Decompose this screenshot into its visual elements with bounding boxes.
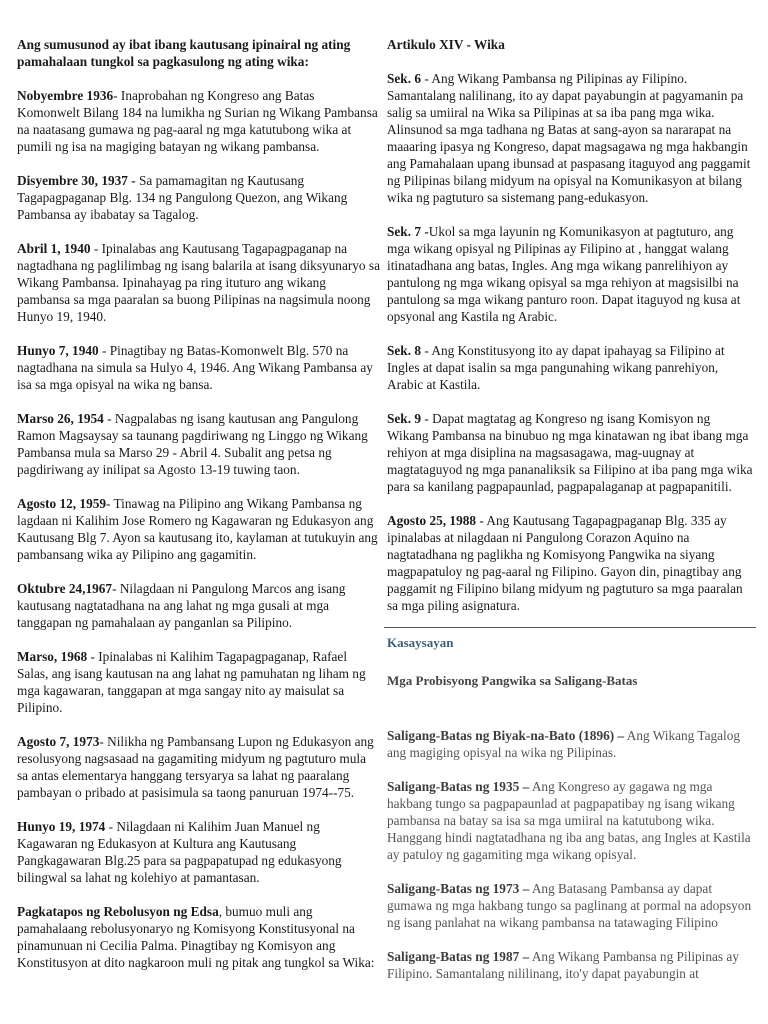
entry-text: - Ipinalabas ang Kautusang Tagapagpaganap na nagtadhana ng paglilimbag ng isang balarila at isang diksyunaryo sa Wikang Pambansa. Ipinahayag pa ring ituturo ang wikang pambansa sa mga paaralan sa buong Pilipinas na nagsimula noong Hunyo 19, 1940. [17, 241, 380, 324]
entry-date: Pagkatapos ng Rebolusyon ng Edsa [17, 904, 219, 919]
section-label: Sek. 8 [387, 343, 421, 358]
timeline-entry [17, 903, 380, 971]
entry-text: - Tinawag na Pilipino ang Wikang Pambansa ng lagdaan ni Kalihim Jose Romero ng Kagawaran ng Edukasyon ang Kautusang Blg 7. Ayon sa kautusang ito, kaylaman at tutukuyin ang pambansang wika ay Pilipino ang gagamitin. [17, 496, 378, 562]
section-text: Ukol sa mga layunin ng Komunikasyon at pagtuturo, ang mga wikang opisyal ng Pilipinas ay Filipino at , hanggat walang itinatadhana ang batas, Ingles. Ang mga wikang panrelihiyon ay pantulong ng mga wikang opisyal sa mga rehiyon at magsisilbi na pantulong sa mga wikang panturo roon. Dapat itaguyod ng kusa at opsyonal ang Kastila ng Arabic. [387, 224, 741, 324]
constitution-entry [387, 880, 753, 931]
entry-text: - Ipinalabas ni Kalihim Tagapagpaganap, Rafael Salas, ang isang kautusan na ang lahat ng pamuhatan ng liham ng mga kagawaran, tanggapan at mga sangay nito ay maisulat sa Pilipino. [17, 649, 366, 715]
entry-date: Agosto 7, 1973 [17, 734, 100, 749]
constitution-label: Saligang-Batas ng 1973 – [387, 881, 530, 896]
section-text: - Ang Kautusang Tagapagpaganap Blg. 335 ay ipinalabas at nilagdaan ni Pangulong Corazon Aquino na nagtatadhana ng paglikha ng Komisyong Pangwika na siyang magpapatuloy ng pag-aaral ng Filipino. Gayon din, pinagtibay ang paggamit ng Filipino bilang midyum ng pagtuturo sa mga paaralan sa mga piling asignatura. [387, 513, 743, 613]
timeline-entry [17, 87, 380, 155]
entry-date: Hunyo 19, 1974 [17, 819, 106, 834]
constitution-entry [387, 948, 753, 982]
section-label: Sek. 9 [387, 411, 421, 426]
section-label: Sek. 7 - [387, 224, 429, 239]
article-section [387, 512, 753, 614]
left-column [17, 36, 380, 988]
constitution-text: Ang Batasang Pambansa ay dapat gumawa ng mga hakbang tungo sa paglinang at pormal na adopsyon ng isang panlahat na wikang pambansa na tatawaging Filipino [387, 881, 752, 930]
entry-text: - Nilagdaan ni Pangulong Marcos ang isang kautusang nagtatadhana na ang lahat ng mga gusali at mga tanggapan ng pamahalaan ay panganlan sa Pilipino. [17, 581, 346, 630]
section-label: Sek. 6 [387, 71, 421, 86]
right-column [387, 36, 753, 999]
entry-date: Agosto 12, 1959 [17, 496, 107, 511]
constitution-label: Saligang-Batas ng 1987 – [387, 949, 530, 964]
constitution-entry [387, 778, 753, 863]
entry-text: - Nagpalabas ng isang kautusan ang Pangulong Ramon Magsaysay sa taunang pagdiriwang ng Linggo ng Wikang Pambansa mula sa Marso 29 - Abril 4. Subalit ang petsa ng pagdiriwang ay inilipat sa Agosto 13-19 tuwing taon. [17, 411, 368, 477]
timeline-entry [17, 495, 380, 563]
entry-date: Oktubre 24,1967 [17, 581, 113, 596]
entry-date: Nobyembre 1936 [17, 88, 114, 103]
constitution-entry [387, 727, 753, 761]
entry-text: , bumuo muli ang pamahalaang rebolusyonaryo ng Komisyong Konstitusyonal na pinamunuan ni Cecilia Palma. Pinagtibay ng Komisyon ang Konstitusyon at dito nagkaroon muli ng pitak ang tungkol sa Wika: [17, 904, 375, 970]
entry-text: - Nilikha ng Pambansang Lupon ng Edukasyon ang resolusyong nagsasaad na gagamiting midyum ng pagtuturo mula sa antas elementarya hanggang tersyarya sa lahat ng paaralang pambayan o pribado at pasisimula sa taong panuruan 1974--75. [17, 734, 374, 800]
article-section [387, 223, 753, 325]
constitution-text: Ang Wikang Tagalog ang magiging opisyal na wika ng Pilipinas. [387, 728, 741, 760]
timeline-entry [17, 240, 380, 325]
intro-heading: Ang sumusunod ay ibat ibang kautusang ipinairal ng ating pamahalaan tungkol sa pagkasulong ng ating wika: [17, 37, 351, 69]
timeline-entry [17, 580, 380, 631]
section-text: - Dapat magtatag ag Kongreso ng isang Komisyon ng Wikang Pambansa na binubuo ng mga kinatawan ng ibat ibang mga rehiyon at mga disiplina na magsasagawa, mag-uugnay at magtataguyod ng mga pananaliksik sa Filipino at iba pang mga wika para sa kanilang pagpapaunlad, pagpapalaganap at pagpapanitili. [387, 411, 753, 494]
kasaysayan-heading: Kasaysayan [387, 635, 454, 650]
section-label: Agosto 25, 1988 [387, 513, 477, 528]
entry-text: Sa pamamagitan ng Kautusang Tagapagpaganap Blg. 134 ng Pangulong Quezon, ang Wikang Pambansa ay ibabatay sa Tagalog. [17, 173, 348, 222]
entry-date: Marso, 1968 [17, 649, 88, 664]
constitution-label: Saligang-Batas ng 1935 – [387, 779, 530, 794]
timeline-entry [17, 410, 380, 478]
timeline-entry [17, 733, 380, 801]
section-text: - Ang Konstitusyong ito ay dapat ipahayag sa Filipino at Ingles at dapat isalin sa mga pangunahing wikang panrehiyon, Arabic at Kastila. [387, 343, 725, 392]
article-section [387, 410, 753, 495]
constitution-text: Ang Kongreso ay gagawa ng mga hakbang tungo sa pagpapaunlad at pagpapatibay ng isang wikang pambansa na batay sa isa sa mga umiiral na katutubong wika. Hanggang hindi nagtatadhana ng iba ang batas, ang Ingles at Kastila ay patuloy ng gagamiting mga wikang opisyal. [387, 779, 751, 862]
article-section [387, 70, 753, 206]
timeline-entry [17, 342, 380, 393]
entry-date: Hunyo 7, 1940 [17, 343, 99, 358]
constitution-text: Ang Wikang Pambansa ng Pilipinas ay Filipino. Samantalang nililinang, ito'y dapat payabungin at [387, 949, 739, 981]
entry-date: Abril 1, 1940 [17, 241, 91, 256]
timeline-entry [17, 818, 380, 886]
article-section [387, 342, 753, 393]
entry-date: Marso 26, 1954 [17, 411, 104, 426]
timeline-entry [17, 648, 380, 716]
timeline-entry [17, 172, 380, 223]
entry-text: - Nilagdaan ni Kalihim Juan Manuel ng Kagawaran ng Edukasyon at Kultura ang Kautusang Pangkagawaran Blg.25 para sa pagpapatupad ng edukasyong bilingwal sa lahat ng kolehiyo at pamantasan. [17, 819, 342, 885]
constitution-label: Saligang-Batas ng Biyak-na-Bato (1896) – [387, 728, 625, 743]
entry-text: - Pinagtibay ng Batas-Komonwelt Blg. 570 na nagtadhana na simula sa Hulyo 4, 1946. Ang Wikang Pambansa ay isa sa mga opisyal na wika ng bansa. [17, 343, 373, 392]
entry-date: Disyembre 30, 1937 - [17, 173, 136, 188]
entry-text: - Inaprobahan ng Kongreso ang Batas Komonwelt Bilang 184 na lumikha ng Surian ng Wikang Pambansa na naatasang gumawa ng pag-aaral ng mga katutubong wika at pumili ng isa na magiging batayan ng wikang pambansa. [17, 88, 378, 154]
section-text: - Ang Wikang Pambansa ng Pilipinas ay Filipino. Samantalang nalilinang, ito ay dapat payabungin at pagyamanin pa salig sa umiiral na Wika sa Pilipinas at sa iba pang mga wika. Alinsunod sa mga tadhana ng Batas at sang-ayon sa nararapat na maaaring ipasya ng Kongreso, dapat magsagawa ng mga hakbangin ang Pamahalaan upang ibunsad at paspasang itaguyod ang paggamit ng Pilipinas bilang midyum na opisyal na Komunikasyon at bilang wika ng pagtuturo sa sistemang pang-edukasyon. [387, 71, 751, 205]
section-divider [384, 627, 756, 628]
probisyon-heading: Mga Probisyong Pangwika sa Saligang-Batas [387, 673, 638, 688]
article-title: Artikulo XIV - Wika [387, 37, 505, 52]
